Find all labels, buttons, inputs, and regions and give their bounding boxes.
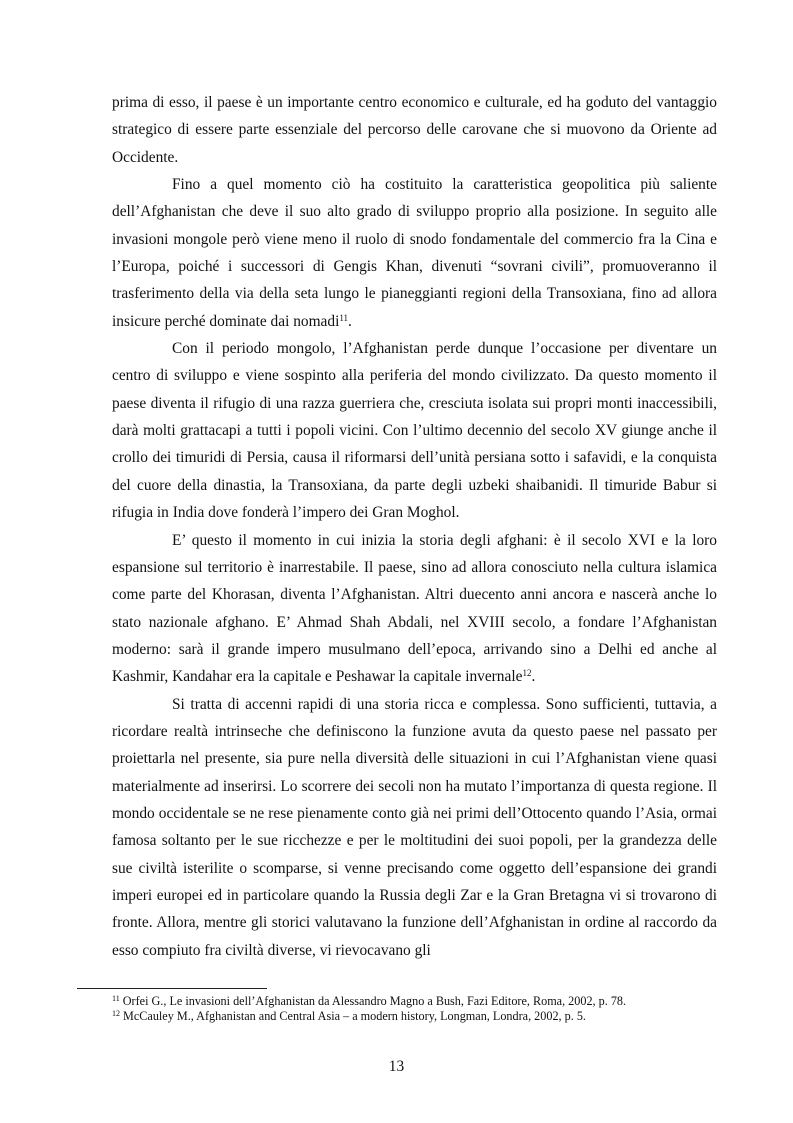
page-number: 13 (388, 1058, 405, 1075)
footnote-number: 12 (112, 1009, 120, 1019)
footnote-separator (77, 988, 267, 989)
paragraph-2 (112, 171, 717, 335)
footnote-ref-12[interactable]: 12 (522, 668, 532, 679)
paragraph-2-text: Fino a quel momento ciò ha costituito la caratteristica geopolitica più saliente dell’Afghanistan che deve il suo alto grado di sviluppo proprio alla posizione. In seguito alle invasioni mongole però viene meno il ruolo di snodo fondamentale del commercio fra la Cina e l’Europa, poiché i successori di Gengis Khan, divenuti “sovrani civili”, promuoveranno il trasferimento della via della seta lungo le pianeggianti regioni della Transoxiana, fino ad allora insicure perché dominate dai nomadi (112, 176, 717, 330)
paragraph-4 (112, 527, 717, 691)
footnote-text: Orfei G., Le invasioni dell’Afghanistan da Alessandro Magno a Bush, Fazi Editore, Roma, 2002, p. 78. (119, 994, 627, 1008)
paragraph-5-text: Si tratta di accenni rapidi di una storia ricca e complessa. Sono sufficienti, tuttavia, a ricordare realtà intrinseche che definiscono la funzione avuta da questo paese nel passato per proiettarla nel presente, sia pure nella diversità delle situazioni in cui l’Afghanistan viene quasi materialmente ad inserirsi. Lo scorrere dei secoli non ha mutato l’importanza di questa regione. Il mondo occidentale se ne rese pienamente conto già nei primi dell’Ottocento quando l’Asia, ormai famosa soltanto per le sue ricchezze e per le moltitudini dei suoi popoli, per la grandezza delle sue civiltà isterilite o scomparse, si venne precisando come oggetto dell’espansione dei grandi imperi europei ed in particolare quando la Russia degli Zar e la Gran Bretagna vi si trovarono di fronte. Allora, mentre gli storici valutavano la funzione dell’Afghanistan in ordine al raccordo da esso compiuto fra civiltà diverse, vi rievocavano gli (112, 695, 717, 959)
footnote-number: 11 (112, 994, 120, 1003)
paragraph-2-end: . (348, 312, 352, 330)
paragraph-1 (112, 89, 717, 171)
footnote-text: McCauley M., Afghanistan and Central Asia – a modern history, Longman, Londra, 2002, p. 5. (120, 1009, 586, 1024)
footnote-12 (112, 1009, 717, 1024)
footnote-11 (112, 994, 717, 1009)
paragraph-4-text: E’ questo il momento in cui inizia la storia degli afghani: è il secolo XVI e la loro espansione sul territorio è inarrestabile. Il paese, sino ad allora conosciuto nella cultura islamica come parte del Khorasan, diventa l’Afghanistan. Altri duecento anni ancora e nascerà anche lo stato nazionale afghano. E’ Ahmad Shah Abdali, nel XVIII secolo, a fondare l’Afghanistan moderno: sarà il grande impero musulmano dell’epoca, arrivando sino a Delhi ed anche al Kashmir, Kandahar era la capitale e Peshawar la capitale invernale (112, 531, 717, 686)
paragraph-1-text: prima di esso, il paese è un importante centro economico e culturale, ed ha goduto del vantaggio strategico di essere parte essenziale del percorso delle carovane che si muovono da Oriente ad Occidente. (112, 94, 717, 166)
paragraph-3-text: Con il periodo mongolo, l’Afghanistan perde dunque l’occasione per diventare un centro di sviluppo e viene sospinto alla periferia del mondo civilizzato. Da questo momento il paese diventa il rifugio di una razza guerriera che, cresciuta isolata sui propri monti inaccessibili, darà molti grattacapi a tutti i popoli vicini. Con l’ultimo decennio del secolo XV giunge anche il crollo dei timuridi di Persia, causa il riformarsi dell’unità persiana sotto i safavidi, e la conquista del cuore della dinastia, la Transoxiana, da parte degli uzbeki shaibanidi. Il timuride Babur si rifugia in India dove fonderà l’impero dei Gran Moghol. (112, 340, 717, 522)
footnotes (112, 994, 717, 1025)
paragraph-4-end: . (531, 668, 536, 686)
footnote-ref-11[interactable]: 11 (339, 312, 349, 323)
paragraph-5 (112, 691, 717, 964)
paragraph-3 (112, 335, 717, 526)
page-body (112, 89, 717, 964)
